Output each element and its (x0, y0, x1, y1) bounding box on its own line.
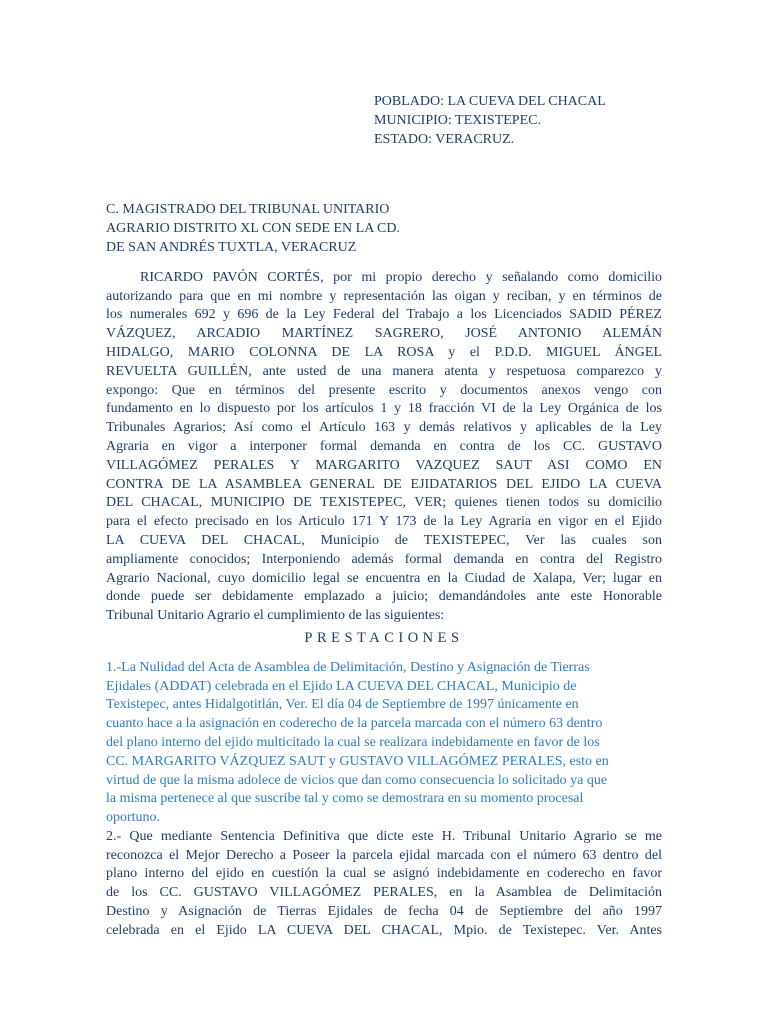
body-paragraph (106, 269, 662, 626)
body-text-line: RICARDO PAVÓN CORTÉS, por mi propio derecho y señalando como domicilio (140, 269, 662, 285)
prestacion-item-1 (106, 659, 662, 828)
body-text-line: para el efecto precisado en los Articulo 171 Y 173 de la Ley Agraria en vigor en el Ejido (106, 514, 662, 530)
addressee-line: AGRARIO DISTRITO XL CON SEDE EN LA CD. (106, 221, 400, 237)
prestacion-1-text-line: Ejidales (ADDAT) celebrada en el Ejido LA CUEVA DEL CHACAL, Municipio de (106, 678, 577, 694)
prestacion-2-text-line: Destino y Asignación de Tierras Ejidales de fecha 04 de Septiembre del año 1997 (106, 904, 662, 920)
prestacion-2-text-line: celebrada en el Ejido LA CUEVA DEL CHACAL, Mpio. de Texistepec. Ver. Antes (106, 922, 662, 938)
prestacion-1-text-line: CC. MARGARITO VÁZQUEZ SAUT y GUSTAVO VILLAGÓMEZ PERALES, esto en (106, 753, 609, 769)
body-text-line: Tribunales Agrarios; Así como el Artículo 163 y demás relativos y aplicables de la Ley (106, 420, 662, 436)
body-text-line: VÁZQUEZ, ARCADIO MARTÍNEZ SAGRERO, JOSÉ ANTONIO ALEMÁN (106, 326, 662, 342)
prestacion-1-text-line: del plano interno del ejido multicitado la cual se realizara indebidamente en favor de los (106, 734, 600, 750)
prestacion-1-text-line: 1.-La Nulidad del Acta de Asamblea de Delimitación, Destino y Asignación de Tierras (106, 659, 590, 675)
addressee-line: DE SAN ANDRÉS TUXTLA, VERACRUZ (106, 239, 357, 255)
section-heading-prestaciones: PRESTACIONES (304, 629, 464, 646)
location-header-block (374, 93, 662, 149)
body-text-line: expongo: Que en términos del presente escrito y documentos anexos vengo con (106, 382, 662, 398)
body-text-line: Agraria en vigor a interponer formal demanda en contra de los CC. GUSTAVO (106, 438, 662, 454)
body-text-line: VILLAGÓMEZ PERALES Y MARGARITO VAZQUEZ SAUT ASI COMO EN (106, 457, 662, 473)
body-text-line: Agrario Nacional, cuyo domicilio legal se encuentra en la Ciudad de Xalapa, Ver; lugar en (106, 570, 662, 586)
body-text-line: HIDALGO, MARIO COLONNA DE LA ROSA y el P.D.D. MIGUEL ÁNGEL (106, 344, 662, 360)
prestacion-2-text-line: plano interno del ejido en cuestión la cual se asignó indebidamente en coderecho en favor (106, 866, 662, 882)
prestacion-1-text-line: cuanto hace a la asignación en coderecho de la parcela marcada con el número 63 dentro (106, 716, 603, 732)
document-page (106, 93, 662, 941)
addressee-line: C. MAGISTRADO DEL TRIBUNAL UNITARIO (106, 202, 390, 218)
body-text-line: fundamento en lo dispuesto por los artículos 1 y 18 fracción VI de la Ley Orgánica de los (106, 401, 662, 417)
body-text-line: autorizando para que en mi nombre y representación las oigan y reciban, y en términos de (106, 288, 662, 304)
body-text-line: los numerales 692 y 696 de la Ley Federal del Trabajo a los Licenciados SADID PÉREZ (106, 307, 662, 323)
prestacion-1-text-line: Texistepec, antes Hidalgotitlán, Ver. El día 04 de Septiembre de 1997 únicamente en (106, 697, 579, 713)
location-line: ESTADO: VERACRUZ. (374, 131, 515, 147)
location-line: MUNICIPIO: TEXISTEPEC. (374, 112, 541, 128)
prestacion-1-text-line: la misma pertenece al que suscribe tal y como se demostrara en su momento procesal (106, 791, 584, 807)
body-text-line: LA CUEVA DEL CHACAL, Municipio de TEXISTEPEC, Ver las cuales son (106, 532, 662, 548)
body-text-line: DEL CHACAL, MUNICIPIO DE TEXISTEPEC, VER; quienes tienen todos su domicilio (106, 495, 662, 511)
body-text-line: Tribunal Unitario Agrario el cumplimiento de las siguientes: (106, 608, 445, 624)
location-line: POBLADO: LA CUEVA DEL CHACAL (374, 94, 606, 109)
prestacion-2-text-line: reconozca el Mejor Derecho a Poseer la parcela ejidal marcada con el número 63 dentro del (106, 847, 662, 863)
body-text-line: CONTRA DE LA ASAMBLEA GENERAL DE EJIDATARIOS DEL EJIDO LA CUEVA (106, 476, 662, 492)
prestacion-2-text-line: de los CC. GUSTAVO VILLAGÓMEZ PERALES, en la Asamblea de Delimitación (106, 885, 662, 901)
body-text-line: ampliamente conocidos; Interponiendo además formal demanda en contra del Registro (106, 551, 662, 567)
body-text-line: donde puede ser debidamente emplazado a juicio; demandándoles ante este Honorable (106, 589, 662, 605)
addressee-block (106, 201, 662, 257)
prestacion-2-text-line: 2.- Que mediante Sentencia Definitiva que dicte este H. Tribunal Unitario Agrario se me (106, 828, 662, 844)
prestacion-1-text-line: oportuno. (106, 810, 161, 826)
body-text-line: REVUELTA GUILLÉN, ante usted de una manera atenta y respetuosa comparezco y (106, 363, 662, 379)
prestacion-item-2 (106, 828, 662, 941)
prestacion-1-text-line: virtud de que la misma adolece de vicios que dan como consecuencia lo solicitado ya que (106, 772, 608, 788)
